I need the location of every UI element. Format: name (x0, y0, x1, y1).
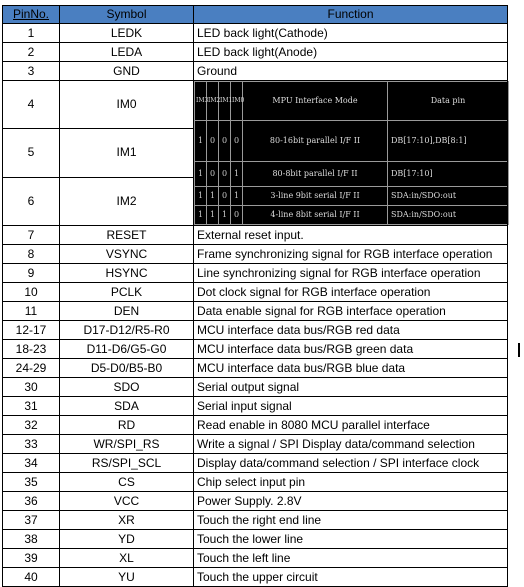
pin-symbol: HSYNC (60, 264, 194, 283)
im0-value: 1 (231, 187, 243, 206)
pin-symbol: IM1 (60, 129, 194, 177)
pin-symbol: PCLK (60, 283, 194, 302)
pin-number: 12-17 (3, 321, 60, 340)
im2-value: 1 (207, 206, 219, 225)
table-row (3, 511, 508, 530)
im2-value: 0 (207, 162, 219, 187)
pin-number: 11 (3, 302, 60, 321)
pin-rows-bottom (3, 226, 508, 587)
im1-value: 1 (219, 206, 231, 225)
table-row (3, 378, 508, 397)
pin-number: 37 (3, 511, 60, 530)
im3-value: 1 (195, 187, 207, 206)
pin-number: 36 (3, 492, 60, 511)
mode-name: 80-16bit parallel I/F II (243, 121, 388, 162)
header-row (3, 6, 508, 24)
pin-number: 4 (3, 81, 60, 129)
pin-number: 7 (3, 226, 60, 245)
table-row (3, 568, 508, 587)
pin-function: Touch the lower line (194, 530, 508, 549)
data-pin: SDA:in/SDO:out (388, 187, 509, 206)
table-row (3, 264, 508, 283)
mode-header-row (195, 82, 509, 121)
table-row (3, 454, 508, 473)
pin-number: 1 (3, 24, 60, 43)
pin-number: 8 (3, 245, 60, 264)
pin-function: MCU interface data bus/RGB blue data (194, 359, 508, 378)
table-row (3, 245, 508, 264)
pin-function: Frame synchronizing signal for RGB interface operation (194, 245, 508, 264)
interface-mode-table (194, 81, 509, 225)
pin-number: 33 (3, 435, 60, 454)
im3-value: 1 (195, 121, 207, 162)
pin-symbol: LEDA (60, 43, 194, 62)
pin-number: 3 (3, 62, 60, 81)
pin-number: 2 (3, 43, 60, 62)
pin-function: Serial input signal (194, 397, 508, 416)
im1-value: 0 (219, 121, 231, 162)
mode-row (195, 121, 509, 162)
pin-number: 31 (3, 397, 60, 416)
pin-number: 40 (3, 568, 60, 587)
mode-row (195, 187, 509, 206)
pin-function: LED back light(Anode) (194, 43, 508, 62)
data-pin: DB[17:10] (388, 162, 509, 187)
im3-value: 1 (195, 206, 207, 225)
pin-function: Data enable signal for RGB interface operation (194, 302, 508, 321)
pin-function: Line synchronizing signal for RGB interface operation (194, 264, 508, 283)
pin-function: Read enable in 8080 MCU parallel interface (194, 416, 508, 435)
mode-name: 4-line 8bit serial I/F II (243, 206, 388, 225)
pin-symbol: RS/SPI_SCL (60, 454, 194, 473)
pin-number: 32 (3, 416, 60, 435)
pin-function: LED back light(Cathode) (194, 24, 508, 43)
pin-function: Chip select input pin (194, 473, 508, 492)
table-row (3, 302, 508, 321)
pin-number: 34 (3, 454, 60, 473)
pin-function: Write a signal / SPI Display data/command selection (194, 435, 508, 454)
edge-mark (518, 343, 520, 357)
pin-symbol: D5-D0/B5-B0 (60, 359, 194, 378)
pin-number: 9 (3, 264, 60, 283)
table-row (3, 283, 508, 302)
table-row (3, 492, 508, 511)
pin-function: Display data/command selection / SPI interface clock (194, 454, 508, 473)
pin-symbol: D17-D12/R5-R0 (60, 321, 194, 340)
im0-header: IM0 (231, 82, 243, 121)
pin-symbol: RD (60, 416, 194, 435)
pin-number: 30 (3, 378, 60, 397)
im3-header: IM3 (195, 82, 207, 121)
im2-header: IM2 (207, 82, 219, 121)
table-row (3, 416, 508, 435)
pin-symbol: YU (60, 568, 194, 587)
pin-number: 18-23 (3, 340, 60, 359)
table-row (3, 473, 508, 492)
pin-function: Ground (194, 62, 508, 81)
mode-row (195, 206, 509, 225)
pin-number: 5 (3, 129, 60, 177)
pin-symbol: RESET (60, 226, 194, 245)
pin-symbol: XR (60, 511, 194, 530)
pin-symbol: CS (60, 473, 194, 492)
table-row (3, 359, 508, 378)
pin-function: MCU interface data bus/RGB red data (194, 321, 508, 340)
pin-number: 24-29 (3, 359, 60, 378)
data-pin: DB[17:10],DB[8:1] (388, 121, 509, 162)
im1-value: 0 (219, 162, 231, 187)
interface-mode-cell (194, 81, 508, 226)
pin-function: Serial output signal (194, 378, 508, 397)
pin-function: Touch the upper circuit (194, 568, 508, 587)
im0-value: 0 (231, 121, 243, 162)
mode-row (195, 162, 509, 187)
pin-number: 10 (3, 283, 60, 302)
pin-number: 39 (3, 549, 60, 568)
mode-name: 3-line 9bit serial I/F II (243, 187, 388, 206)
pin-symbol: IM0 (60, 81, 194, 129)
data-pin: SDA:in/SDO:out (388, 206, 509, 225)
pin-symbol: YD (60, 530, 194, 549)
pin-symbol: SDA (60, 397, 194, 416)
im2-value: 0 (207, 121, 219, 162)
function-header: Function (194, 6, 508, 24)
table-row (3, 62, 508, 81)
mode-header: MPU Interface Mode (243, 82, 388, 121)
pin-function: External reset input. (194, 226, 508, 245)
pin-number: 38 (3, 530, 60, 549)
pin-symbol: VSYNC (60, 245, 194, 264)
table-row (3, 435, 508, 454)
pin-symbol: DEN (60, 302, 194, 321)
table-row-im0 (3, 81, 508, 129)
im0-value: 1 (231, 162, 243, 187)
table-row (3, 340, 508, 359)
symbol-header: Symbol (60, 6, 194, 24)
pin-symbol: XL (60, 549, 194, 568)
pin-function: Power Supply. 2.8V (194, 492, 508, 511)
table-row (3, 530, 508, 549)
table-row (3, 43, 508, 62)
im1-value: 0 (219, 187, 231, 206)
pin-function: Touch the right end line (194, 511, 508, 530)
mode-name: 80-8bit parallel I/F II (243, 162, 388, 187)
pin-symbol: WR/SPI_RS (60, 435, 194, 454)
table-row (3, 321, 508, 340)
pin-number-header: PinNo. (3, 6, 60, 24)
pin-number: 6 (3, 177, 60, 225)
data-pin-header: Data pin (388, 82, 509, 121)
table-row (3, 24, 508, 43)
pin-symbol: LEDK (60, 24, 194, 43)
table-row (3, 397, 508, 416)
im1-header: IM1 (219, 82, 231, 121)
im0-value: 0 (231, 206, 243, 225)
pin-symbol: IM2 (60, 177, 194, 225)
pin-definition-table (2, 5, 508, 587)
pin-symbol: D11-D6/G5-G0 (60, 340, 194, 359)
pin-function: Touch the left line (194, 549, 508, 568)
table-row (3, 226, 508, 245)
pin-function: Dot clock signal for RGB interface operation (194, 283, 508, 302)
table-row (3, 549, 508, 568)
pin-number: 35 (3, 473, 60, 492)
pin-symbol: GND (60, 62, 194, 81)
pin-function: MCU interface data bus/RGB green data (194, 340, 508, 359)
pin-symbol: VCC (60, 492, 194, 511)
pin-symbol: SDO (60, 378, 194, 397)
im3-value: 1 (195, 162, 207, 187)
im2-value: 1 (207, 187, 219, 206)
